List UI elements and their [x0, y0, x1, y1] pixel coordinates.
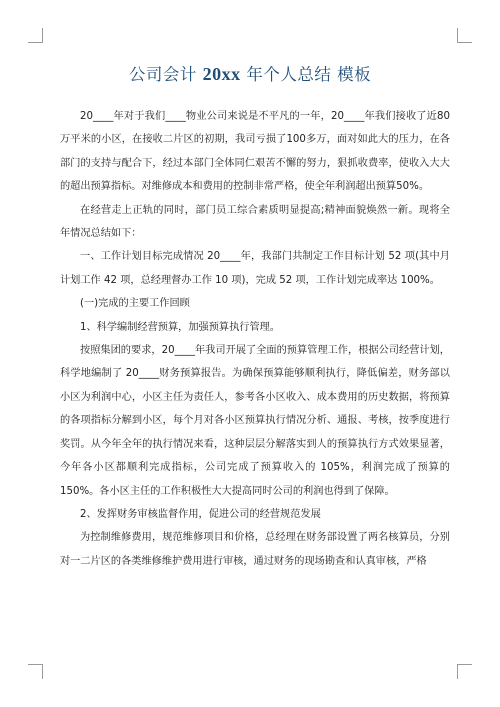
title-year: 20xx [202, 64, 241, 84]
crop-mark-top-right [457, 28, 472, 43]
paragraph-intro: 20____年对于我们____物业公司来说是不平凡的一年，20____年我们接收了近80万平米的小区，在接收二片区的初期，我司亏损了100多万，面对如此大的压力，在各部门的支持与配合下，经过本部门全体同仁艰苦不懈的努力，狠抓收费率，使收入大大的超出预算指标。对维修成本和费用的控制非常严格，使全年利润超出预算50%。 [60, 111, 450, 193]
document-title [0, 61, 500, 85]
paragraph-budget: 按照集团的要求，20____年我司开展了全面的预算管理工作，根据公司经营计划，科学地编制了 20____财务预算报告。为确保预算能够顺利执行，降低偏差，财务部以小区为利润中心，小区主任为责任人，参考各小区收入、成本费用的历史数据，将预算的各项指标分解到小区，每个月对各小区预算执行情况分析、通报、考核，按季度进行奖罚。从今年全年的执行情况来看，这种层层分解落实到人的预算执行方式效果显著，今年各小区都顺利完成指标，公司完成了预算收入的 105%，利润完成了预算的 150%。各小区主任的工作积极性大大提高同时公司的利润也得到了保障。 [60, 345, 450, 497]
title-suffix: 年个人总结 模板 [240, 65, 372, 84]
paragraph-summary-lead: 在经营走上正轨的同时，部门员工综合素质明显提高;精神面貌焕然一新。现将全年情况总结如下： [60, 204, 450, 240]
title-prefix: 公司会计 [128, 65, 203, 84]
paragraph-item-2: 2、发挥财务审核监督作用，促进公司的经营规范发展 [80, 508, 321, 520]
paragraph-section-1: 一、工作计划目标完成情况 20____年，我部门共制定工作目标计划 52 项(其中月计划工作 42 项，总经理督办工作 10 项)，完成 52 项，工作计划完成率达 100%。 [60, 251, 450, 286]
crop-mark-top-left [28, 28, 43, 43]
paragraph-audit: 为控制维修费用，规范维修项目和价格，总经理在财务部设置了两名核算员，分别对一二片区的各类维修维护费用进行审核，通过财务的现场勘查和认真审核，严格 [60, 532, 450, 567]
crop-mark-bottom-left [28, 664, 43, 679]
paragraph-item-1: 1、科学编制经营预算，加强预算执行管理。 [80, 321, 281, 333]
document-body [60, 105, 450, 573]
paragraph-subheading-1: (一)完成的主要工作回顾 [80, 298, 190, 310]
crop-mark-bottom-right [457, 664, 472, 679]
